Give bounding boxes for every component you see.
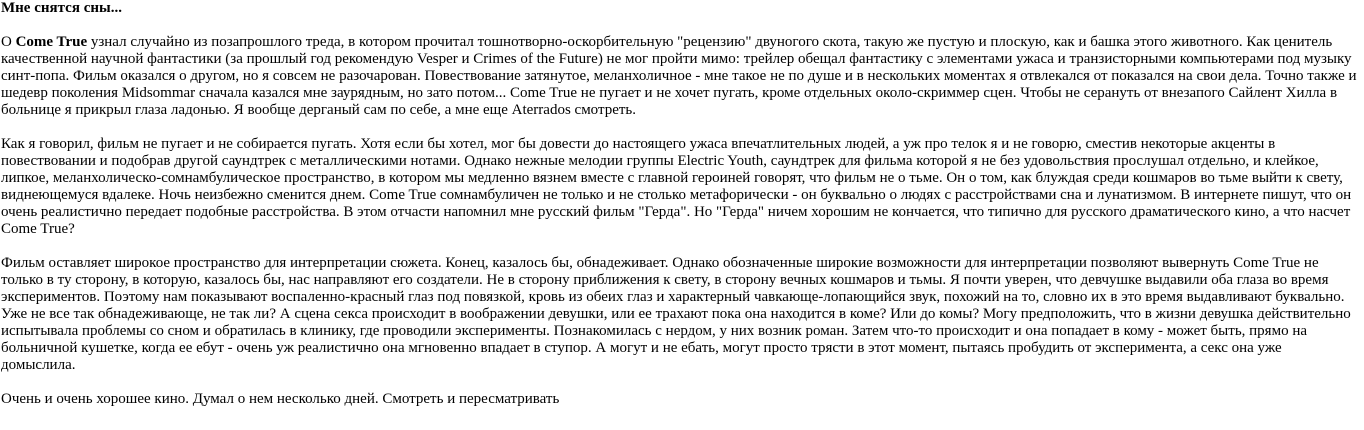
post-title — [1, 0, 1359, 16]
paragraph-gap — [1, 238, 1359, 255]
paragraph-gap — [1, 374, 1359, 391]
paragraph-2: Как я говорил, фильм не пугает и не собирается пугать. Хотя если бы хотел, мог бы довести до настоящего ужаса впечатлительных людей, а уж про телок я и не говорю, сместив некоторые акценты в повествовании и подобрав другой саундтрек с металлическими нотами. Однако нежные мелодии группы Electric Youth, саундтрек для фильма которой я не без удовольствия прослушал отдельно, и клейкое, липкое, меланхолическо-сомнамбулическое пространство, в котором мы медленно вязнем вместе с главной героиней говорят, что фильм не о тьме. Он о том, как блуждая среди кошмаров во тьме выйти к свету, виднеющемуся вдалеке. Ночь неизбежно сменится днем. Come True сомнамбуличен не только и не столько метафорически - он буквально о людях с расстройствами сна и лунатизмом. В интернете пишут, что он очень реалистично передает подобные расстройства. В этом отчасти напомнил мне русский фильм "Герда". Но "Герда" ничем хорошим не кончается, что типично для русского драматического кино, а что насчет Come True? — [1, 136, 1352, 237]
paragraph-1-text: узнал случайно из позапрошлого треда, в котором прочитал тошнотворно-оскорбительную "рецензию" двуногого скота, такую же пустую и плоскую, как и башка этого животного. Как ценитель качественной научной фантастики (за прошлый год рекомендую Vesper и Crimes of the Future) не мог пройти мимо: трейлер обещал фантастику с элементами ужаса и транзисторными компьютерами под музыку синт-попа. Фильм оказался о другом, но я совсем не разочарован. Повествование затянутое, меланхоличное - мне такое не по душе и в нескольких моментах я отвлекался от показался на свои дела. Точно также и шедевр поколения Midsommar сначала казался мне заурядным, но зато потом... Come True не пугает и не хочет пугать, кроме отдельных около-скриммер сцен. Чтобы не серануть от внезапого Сайлент Хилла в больнице я прикрыл глаза ладонью. Я вообще дерганый сам по себе, а мне еще Aterrados смотреть. — [1, 34, 1357, 118]
film-title-bold: Come True — [15, 34, 88, 50]
paragraph-4: Очень и очень хорошее кино. Думал о нем несколько дней. Смотреть и пересматривать — [1, 391, 560, 407]
paragraph-3: Фильм оставляет широкое пространство для интерпретации сюжета. Конец, казалось бы, обнадеживает. Однако обозначенные широкие возможности для интерпретации позволяют вывернуть Come True не только в ту сторону, в которую, казалось бы, нас направляют его создатели. Не в сторону приближения к свету, в сторону вечных кошмаров и тьмы. Я почти уверен, что девчушке выдавили оба глаза во время экспериментов. Поэтому нам показывают воспаленно-красный глаз под повязкой, кровь из обеих глаз и характерный чавкающе-лопающийся звук, похожий на то, словно их в это время выдавливают буквально. Уже не все так обнадеживающе, не так ли? А сцена секса происходит в воображении девушки, или ее трахают пока она находится в коме? Или до комы? Могу предположить, что в жизни девушка действительно испытывала проблемы со сном и обратилась в клинику, где проводили эксперименты. Познакомилась с нердом, у них возник роман. Затем что-то происходит и она попадает в кому - может быть, прямо на больничной кушетке, когда ее ебут - очень уж реалистично она мгновенно впадает в ступор. А могут и не ебать, могут просто трясти в этот момент, пытаясь пробудить от эксперимента, а секс она уже домыслила. — [1, 255, 1351, 373]
post-title-text: Мне снятся сны... — [1, 0, 122, 16]
paragraph-1-lead: О — [1, 34, 16, 50]
paragraph-gap — [1, 119, 1359, 136]
paragraph-1 — [1, 34, 1359, 119]
post-body — [1, 0, 1359, 408]
title-spacer — [1, 16, 1359, 34]
